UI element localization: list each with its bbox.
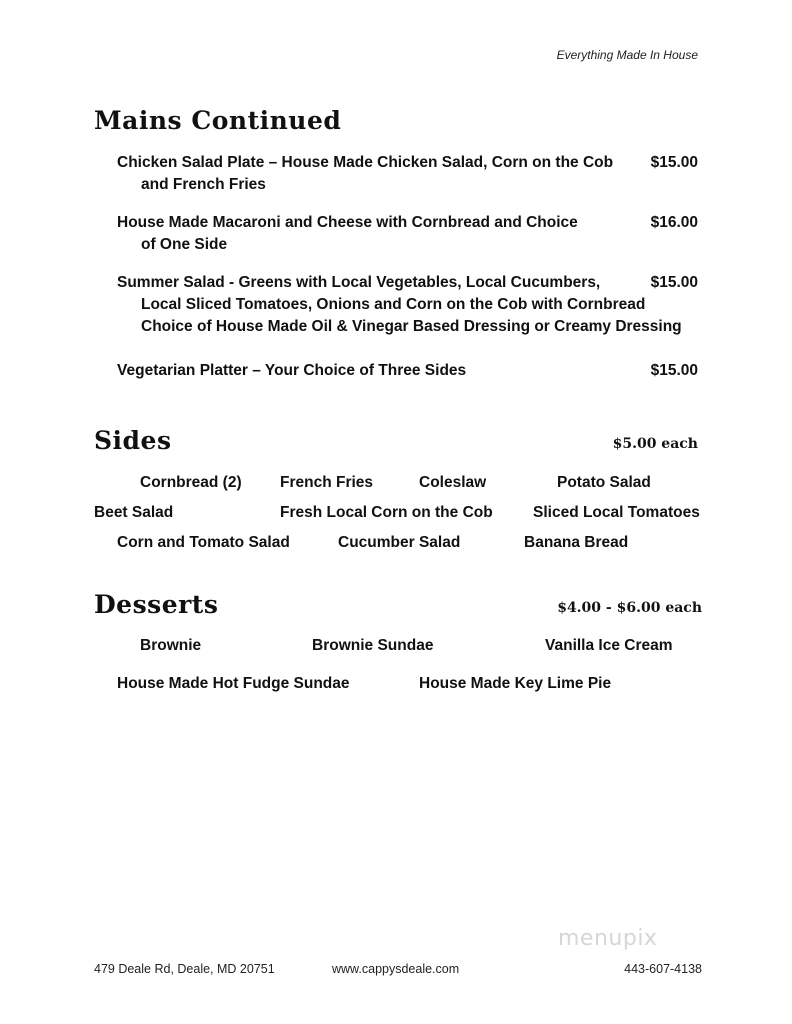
side-option: Sliced Local Tomatoes (533, 504, 700, 521)
menu-item-chicken-salad (117, 152, 613, 196)
side-option: Cornbread (2) (140, 474, 242, 491)
item-description: Summer Salad - Greens with Local Vegetables, Local Cucumbers, (117, 274, 601, 291)
item-description-cont: of One Side (141, 236, 228, 253)
item-description-cont: Choice of House Made Oil & Vinegar Based Dressing or Creamy Dressing (141, 318, 682, 335)
dessert-option: Brownie (140, 637, 202, 654)
item-price: $15.00 (650, 362, 698, 379)
side-option: Potato Salad (557, 474, 651, 491)
footer-website[interactable]: www.cappysdeale.com (332, 962, 460, 976)
item-description-cont: and French Fries (141, 176, 266, 193)
side-option: French Fries (280, 474, 374, 491)
side-option: Banana Bread (524, 534, 629, 551)
sides-title: Sides (94, 426, 172, 455)
side-option: Fresh Local Corn on the Cob (280, 504, 493, 521)
dessert-option: Brownie Sundae (312, 637, 434, 654)
sides-price-note: $5.00 each (612, 436, 698, 452)
desserts-price-note: $4.00 - $6.00 each (557, 600, 702, 616)
menu-item-vegetarian-platter (117, 360, 466, 382)
item-price: $16.00 (650, 214, 698, 231)
menu-item-summer-salad (117, 272, 682, 338)
footer-address: 479 Deale Rd, Deale, MD 20751 (94, 962, 275, 976)
dessert-option: House Made Hot Fudge Sundae (117, 675, 350, 692)
dessert-option: Vanilla Ice Cream (545, 637, 673, 654)
side-option: Beet Salad (94, 504, 174, 521)
item-price: $15.00 (650, 154, 698, 171)
tagline: Everything Made In House (556, 48, 698, 62)
side-option: Coleslaw (419, 474, 487, 491)
mains-title: Mains Continued (94, 106, 342, 135)
item-description: Chicken Salad Plate – House Made Chicken Salad, Corn on the Cob (117, 154, 614, 171)
side-option: Corn and Tomato Salad (117, 534, 290, 551)
item-price: $15.00 (650, 274, 698, 291)
desserts-title: Desserts (94, 590, 219, 619)
menu-item-mac-and-cheese (117, 212, 578, 256)
item-description: Vegetarian Platter – Your Choice of Three Sides (117, 362, 467, 379)
dessert-option: House Made Key Lime Pie (419, 675, 612, 692)
footer-phone: 443-607-4138 (624, 962, 702, 976)
item-description-cont: Local Sliced Tomatoes, Onions and Corn on the Cob with Cornbread (141, 296, 646, 313)
side-option: Cucumber Salad (338, 534, 461, 551)
item-description: House Made Macaroni and Cheese with Cornbread and Choice (117, 214, 578, 231)
watermark: menupix (558, 926, 658, 951)
